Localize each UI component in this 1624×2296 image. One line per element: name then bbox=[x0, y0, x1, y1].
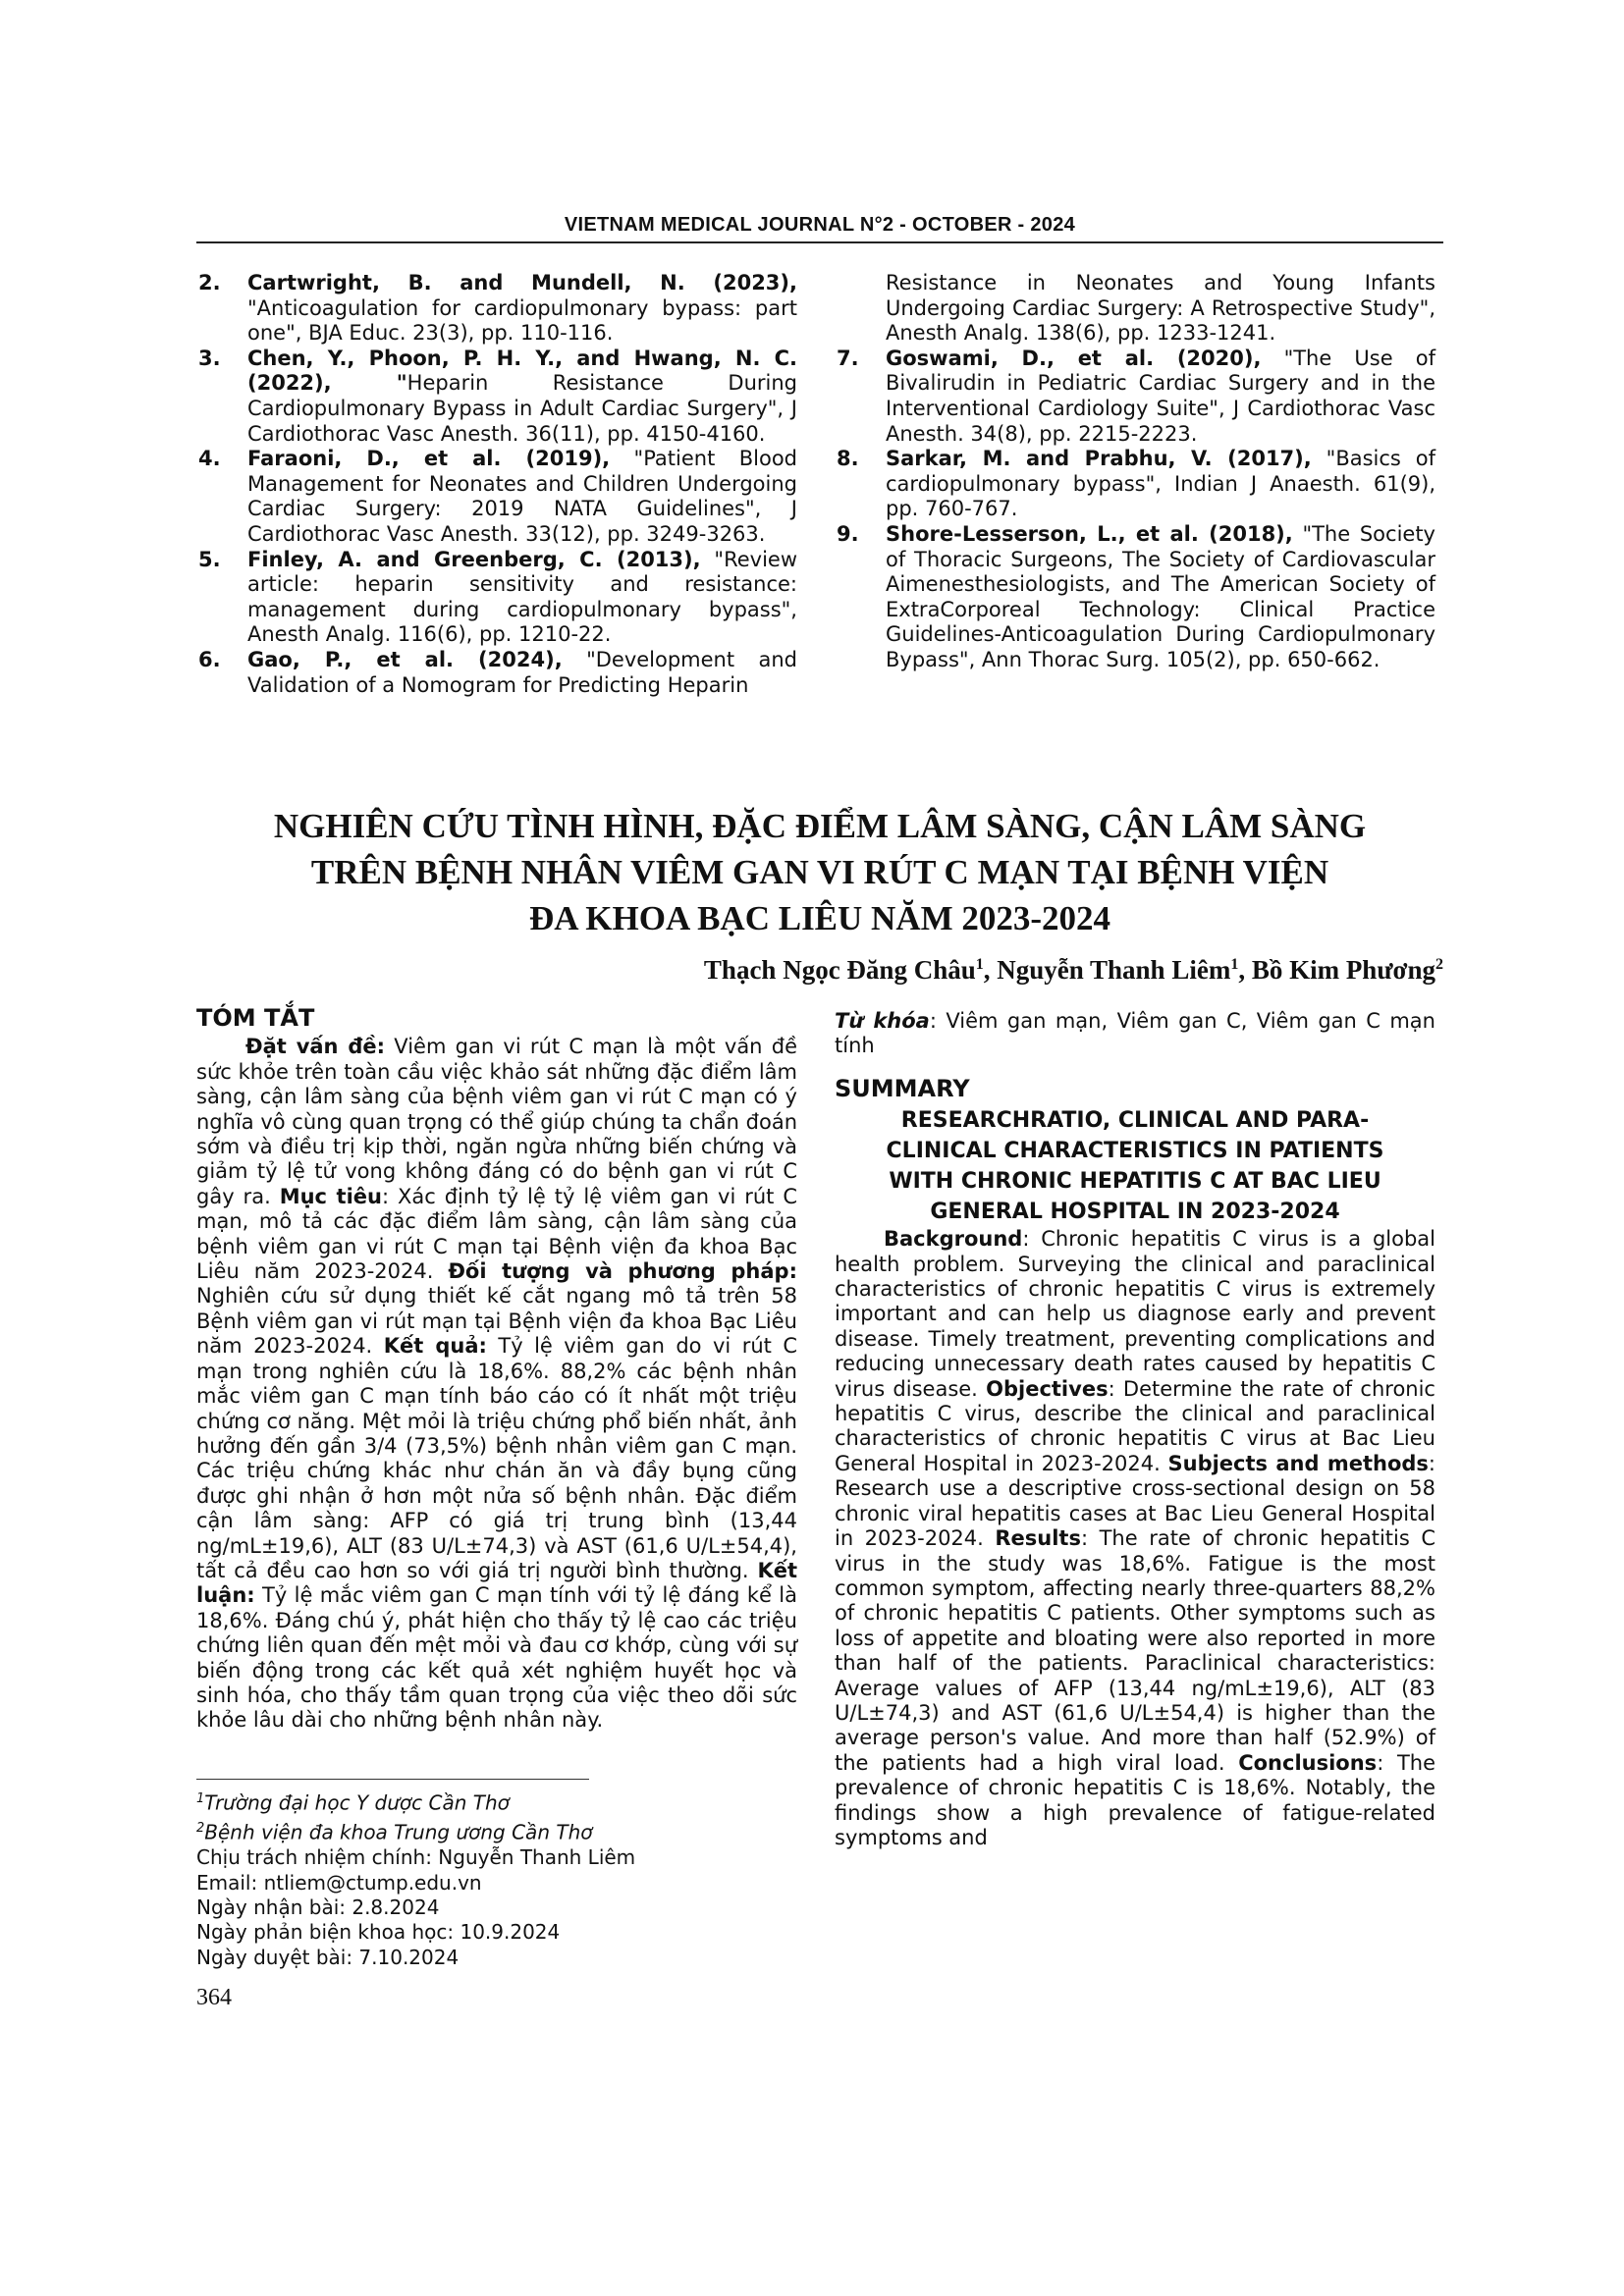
en-objectives-label: Objectives bbox=[986, 1376, 1109, 1401]
summary-heading: SUMMARY bbox=[835, 1074, 970, 1102]
en-methods-label: Subjects and methods bbox=[1167, 1451, 1429, 1475]
article-title-line: TRÊN BỆNH NHÂN VIÊM GAN VI RÚT C MẠN TẠI BỆNH VIỆN bbox=[310, 853, 1329, 891]
en-methods-text: : Research use a descriptive cross-sectional design on 58 chronic viral hepatitis cases at Bac Lieu General Hospital in 2023-2024. bbox=[835, 1451, 1435, 1551]
reference-number: 8. bbox=[837, 447, 859, 471]
reference-text: "Anticoagulation for cardiopulmonary bypass: part one", BJA Educ. 23(3), pp. 110-116. bbox=[247, 295, 797, 346]
objective-label: Mục tiêu bbox=[279, 1184, 382, 1208]
reference-item bbox=[835, 447, 1435, 522]
en-conclusions-text: : The prevalence of chronic hepatitis C is 18,6%. Notably, the findings show a high prevalence of fatigue-related symptoms and bbox=[835, 1750, 1435, 1849]
background-text: Viêm gan vi rút C mạn là một vấn đề sức khỏe trên toàn cầu việc khảo sát những đặc điểm lâm sàng, cận lâm sàng của bệnh viêm gan vi rút C mạn có ý nghĩa vô cùng quan trọng có thể giúp chúng ta chẩn đoán sớm và điều trị kịp thời, ngăn ngừa những biến chứng và giảm tỷ lệ tử vong không đáng có do bệnh gan vi rút C gây ra. bbox=[196, 1035, 797, 1208]
reference-authors: Goswami, D., et al. (2020), bbox=[886, 346, 1262, 370]
abstract-heading: TÓM TẮT bbox=[196, 1004, 315, 1032]
reference-text: "Patient Blood Management for Neonates and Children Undergoing Cardiac Surgery: 2019 NATA Guidelines", J Cardiothorac Vasc Anesth. 33(12), pp. 3249-3263. bbox=[247, 447, 798, 546]
header-rule bbox=[196, 241, 1443, 243]
reference-number: 3. bbox=[198, 346, 221, 370]
methods-text: Nghiên cứu sử dụng thiết kế cắt ngang mô tả trên 58 Bệnh viêm gan vi rút mạn tại Bệnh viện đa khoa Bạc Liêu năm 2023-2024. bbox=[196, 1284, 797, 1359]
en-background-text: : Chronic hepatitis C virus is a global health problem. Surveying the clinical and paraclinical characteristics of chronic hepatitis C virus is extremely important and can help us diagnose early and prevent disease. Timely treatment, preventing complications and reducing unnecessary death rates caused by hepatitis C virus disease. bbox=[835, 1227, 1435, 1401]
article-title bbox=[196, 803, 1443, 941]
reference-text: "Basics of cardiopulmonary bypass", Indian J Anaesth. 61(9), pp. 760-767. bbox=[886, 447, 1435, 521]
en-conclusions-label: Conclusions bbox=[1238, 1750, 1378, 1775]
author-separator: , bbox=[1238, 955, 1252, 985]
reference-authors: Cartwright, B. and Mundell, N. (2023), bbox=[247, 271, 797, 294]
methods-label: Đối tượng và phương pháp: bbox=[448, 1259, 797, 1284]
affiliation-2: $^2$Bệnh viện đa khoa Trung ương Cần Thơ bbox=[196, 1820, 593, 1844]
reference-number: 4. bbox=[198, 447, 221, 471]
abstract-paragraph bbox=[196, 1035, 797, 1733]
reference-item bbox=[196, 271, 797, 347]
english-title-line: RESEARCHRATIO, CLINICAL AND PARA- bbox=[900, 1108, 1370, 1134]
reference-item bbox=[835, 347, 1435, 447]
reference-number: 9. bbox=[837, 521, 859, 546]
corresponding-author: Chịu trách nhiệm chính: Nguyễn Thanh Liêm bbox=[196, 1845, 636, 1870]
conclusion-label: Kết luận: bbox=[196, 1558, 797, 1608]
author-affiliation-mark: 1 bbox=[1230, 956, 1239, 973]
article-title-line: ĐA KHOA BẠC LIÊU NĂM 2023-2024 bbox=[528, 899, 1111, 937]
date-accepted: Ngày duyệt bài: 7.10.2024 bbox=[196, 1945, 460, 1969]
author-name: Bồ Kim Phương bbox=[1251, 955, 1435, 985]
affiliation-1: $^1$Trường đại học Y dược Cần Thơ bbox=[196, 1790, 510, 1815]
reference-authors: Sarkar, M. and Prabhu, V. (2017), bbox=[886, 447, 1312, 471]
english-title-line: GENERAL HOSPITAL IN 2023-2024 bbox=[930, 1200, 1340, 1225]
en-results-label: Results bbox=[995, 1526, 1081, 1551]
en-results-text: : The rate of chronic hepatitis C virus in the study was 18,6%. Fatigue is the most common symptom, affecting nearly three-quarters 88,2% of chronic hepatitis C patients. Other symptoms such as loss of appetite and bloating were also reported in more than half of the patients. Paraclinical characteristics: Average values of AFP (13,44 ng/mL±19,6), ALT (83 U/L±74,3) and AST (61,6 U/L±54,4) is higher than the average person's value. And more than half (52.9%) of the patients had a high viral load. bbox=[835, 1526, 1435, 1775]
author-affiliation-mark: 2 bbox=[1435, 956, 1443, 973]
reference-text: "The Use of Bivalirudin in Pediatric Cardiac Surgery and in the Interventional Cardiology Suite", J Cardiothorac Vasc Anesth. 34(8), pp. 2215-2223. bbox=[886, 346, 1436, 446]
results-label: Kết quả: bbox=[383, 1334, 487, 1359]
abstract-vietnamese bbox=[196, 1006, 797, 1734]
abstract-continuation bbox=[835, 1009, 1435, 1059]
author-affiliation-mark: 1 bbox=[975, 956, 984, 973]
reference-authors: Faraoni, D., et al. (2019), bbox=[247, 447, 611, 471]
keywords-text: : Viêm gan mạn, Viêm gan C, Viêm gan C mạn tính bbox=[835, 1009, 1435, 1058]
reference-number: 2. bbox=[198, 271, 221, 294]
english-title bbox=[835, 1105, 1435, 1227]
reference-item bbox=[196, 347, 797, 447]
reference-text: "The Society of Thoracic Surgeons, The Society of Cardiovascular Aimenesthesiologists, and The American Society of ExtraCorporeal Technology: Clinical Practice Guidelines-Anticoagulation During Cardiopulmonary Bypass", Ann Thorac Surg. 105(2), pp. 650-662. bbox=[886, 521, 1435, 671]
references-left-column bbox=[196, 271, 797, 698]
reference-item bbox=[196, 548, 797, 648]
keywords-label: Từ khóa bbox=[835, 1009, 930, 1033]
english-title-line: CLINICAL CHARACTERISTICS IN PATIENTS bbox=[886, 1139, 1384, 1164]
summary-paragraph bbox=[835, 1227, 1435, 1850]
reference-text: Resistance in Neonates and Young Infants Undergoing Cardiac Surgery: A Retrospective Study", Anesth Analg. 138(6), pp. 1233-1241. bbox=[886, 271, 1435, 346]
reference-number: 6. bbox=[198, 647, 221, 671]
reference-item bbox=[835, 271, 1435, 347]
author-name: Thạch Ngọc Đăng Châu bbox=[703, 955, 976, 985]
results-text: Tỷ lệ viêm gan do vi rút C mạn trong nghiên cứu là 18,6%. 88,2% các bệnh nhân mắc viêm gan C mạn tính báo cáo có ít nhất một triệu chứng cơ năng. Mệt mỏi là triệu chứng phổ biến nhất, ảnh hưởng đến gần 3/4 (73,5%) bệnh nhân viêm gan C mạn. Các triệu chứng khác như chán ăn và đầy bụng cũng được ghi nhận ở hơn một nửa số bệnh nhân. Đặc điểm cận lâm sàng: AFP có giá trị trung bình (13,44 ng/mL±19,6), ALT (83 U/L±74,3) và AST (61,6 U/L±54,4), tất cả đều cao hơn so với giá trị người bình thường. bbox=[196, 1334, 798, 1582]
en-background-label: Background bbox=[884, 1227, 1023, 1252]
footnotes bbox=[196, 1787, 797, 1970]
journal-header: VIETNAM MEDICAL JOURNAL N°2 - OCTOBER - 2024 bbox=[564, 214, 1076, 236]
article-title-line: NGHIÊN CỨU TÌNH HÌNH, ĐẶC ĐIỂM LÂM SÀNG, CẬN LÂM SÀNG bbox=[273, 807, 1367, 845]
reference-authors: Chen, Y., Phoon, P. H. Y., and Hwang, N. C. (2022), " bbox=[247, 346, 797, 396]
english-title-line: WITH CHRONIC HEPATITIS C AT BAC LIEU bbox=[889, 1169, 1381, 1195]
conclusion-text: Tỷ lệ mắc viêm gan C mạn tính với tỷ lệ đáng kể là 18,6%. Đáng chú ý, phát hiện cho thấy tỷ lệ cao các triệu chứng liên quan đến mệt mỏi và đau cơ khớp, cùng với sự biến động trong các kết quả xét nghiệm huyết học và sinh hóa, cho thấy tầm quan trọng của việc theo dõi sức khỏe lâu dài cho những bệnh nhân này. bbox=[196, 1583, 797, 1733]
reference-authors: Gao, P., et al. (2024), bbox=[247, 647, 563, 671]
date-received: Ngày nhận bài: 2.8.2024 bbox=[196, 1895, 440, 1919]
affiliation-1-text: Trường đại học Y dược Cần Thơ bbox=[204, 1790, 510, 1815]
background-label: Đặt vấn đề: bbox=[245, 1035, 386, 1059]
objective-text: : Xác định tỷ lệ tỷ lệ viêm gan vi rút C mạn, mô tả các đặc điểm lâm sàng, cận lâm sàng của bệnh viêm gan vi rút C mạn tại Bệnh viện đa khoa Bạc Liêu năm 2023-2024. bbox=[196, 1184, 798, 1284]
reference-number: 7. bbox=[837, 346, 859, 370]
abstract-english-column bbox=[835, 1009, 1435, 1850]
page-number: 364 bbox=[196, 1985, 232, 2010]
corresponding-email: Email: ntliem@ctump.edu.vn bbox=[196, 1870, 482, 1895]
reference-authors: Finley, A. and Greenberg, C. (2013), bbox=[247, 547, 701, 571]
author-list bbox=[196, 955, 1443, 986]
reference-item bbox=[196, 447, 797, 547]
author-name: Nguyễn Thanh Liêm bbox=[997, 955, 1231, 985]
reference-text: Heparin Resistance During Cardiopulmonary Bypass in Adult Cardiac Surgery", J Cardiothorac Vasc Anesth. 36(11), pp. 4150-4160. bbox=[247, 371, 797, 446]
footnote-rule bbox=[196, 1779, 589, 1780]
reference-authors: Shore-Lesserson, L., et al. (2018), bbox=[886, 521, 1293, 546]
date-reviewed: Ngày phản biện khoa học: 10.9.2024 bbox=[196, 1920, 561, 1945]
reference-number: 5. bbox=[198, 547, 221, 571]
references-right-column bbox=[835, 271, 1435, 673]
author-separator: , bbox=[983, 955, 998, 985]
en-objectives-text: : Determine the rate of chronic hepatitis C virus, describe the clinical and paraclinical characteristics of chronic hepatitis C virus at Bac Lieu General Hospital in 2023-2024. bbox=[835, 1376, 1435, 1475]
reference-item bbox=[835, 522, 1435, 673]
affiliation-2-text: Bệnh viện đa khoa Trung ương Cần Thơ bbox=[204, 1820, 593, 1844]
reference-text: "Review article: heparin sensitivity and resistance: management during cardiopulmonary bypass", Anesth Analg. 116(6), pp. 1210-22. bbox=[247, 547, 797, 647]
reference-item bbox=[196, 648, 797, 698]
reference-text: "Development and Validation of a Nomogram for Predicting Heparin bbox=[247, 647, 797, 697]
